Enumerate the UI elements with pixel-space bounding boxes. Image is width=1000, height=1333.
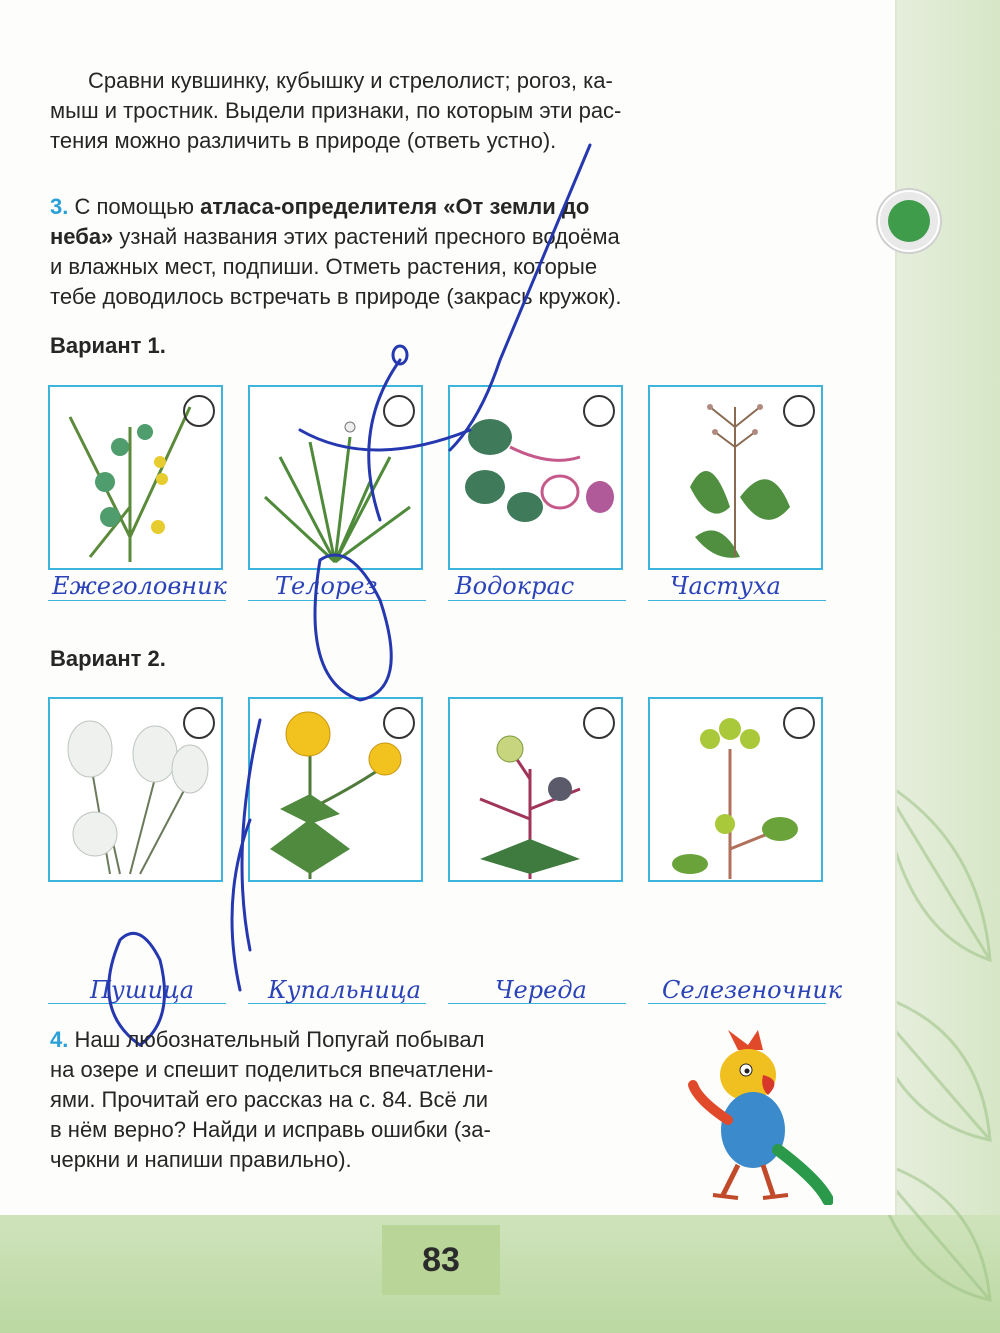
task-3-text: узнай названия этих растений пресного водоёма	[113, 224, 620, 249]
handwritten-answer: Ежеголовник	[52, 572, 227, 600]
task-4-paragraph	[50, 1025, 648, 1175]
handwritten-answer: Частуха	[670, 572, 781, 600]
task-3-bold-text: атласа-определителя «От земли до	[200, 194, 590, 219]
handwritten-answer: Телорез	[275, 572, 378, 600]
task-4-line: на озере и спешит поделиться впечатлени-	[50, 1057, 494, 1082]
handwritten-answer: Купальница	[268, 976, 421, 1004]
task-4-line	[50, 1025, 648, 1055]
task-4-line: в нём верно? Найди и исправь ошибки (за-	[50, 1117, 491, 1142]
handwritten-answer: Водокрас	[455, 572, 575, 600]
handwritten-answer: Пушица	[90, 976, 195, 1004]
intro-line: тения можно различить в природе (ответь устно).	[50, 128, 557, 153]
task-3-bold-text: неба»	[50, 224, 114, 249]
variant-2-label: Вариант 2.	[50, 646, 166, 671]
task-3-line: и влажных мест, подпиши. Отметь растения, которые	[50, 254, 598, 279]
task-4-line: черкни и напиши правильно).	[50, 1147, 352, 1172]
task-4-line: ями. Прочитай его рассказ на с. 84. Всё ли	[50, 1087, 489, 1112]
parrot-illustration	[668, 1030, 833, 1205]
intro-line: мыш и тростник. Выдели признаки, по которым эти рас-	[50, 98, 622, 123]
task-3-number: 3.	[50, 194, 69, 219]
task-4-text: Наш любознательный Попугай побывал	[74, 1027, 485, 1052]
page-number: 83	[382, 1225, 500, 1295]
handwritten-answer: Череда	[495, 976, 587, 1004]
task-3-text: С помощью	[74, 194, 201, 219]
handwritten-answer: Селезеночник	[662, 976, 843, 1004]
intro-line: Сравни кувшинку, кубышку и стрелолист; рогоз, ка-	[88, 68, 613, 93]
task-3-line: тебе доводилось встречать в природе (закрась кружок).	[50, 284, 622, 309]
task-4-number: 4.	[50, 1027, 69, 1052]
variant-1-label: Вариант 1.	[50, 333, 166, 358]
